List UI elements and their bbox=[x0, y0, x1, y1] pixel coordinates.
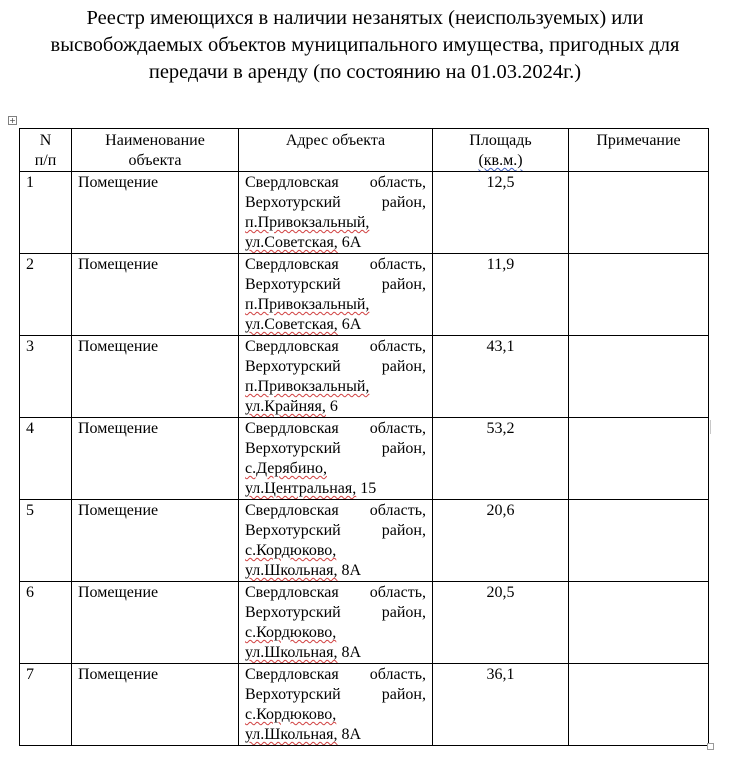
header-num: N п/п bbox=[20, 129, 72, 172]
cell-num: 4 bbox=[20, 418, 72, 500]
cell-address: Свердловская область, Верхотурский район, с.Кордюково, ул.Школьная, 8А bbox=[239, 664, 433, 746]
cell-address: Свердловская область, Верхотурский район, с.Дерябино, ул.Центральная, 15 bbox=[239, 418, 433, 500]
cell-name: Помещение bbox=[72, 336, 239, 418]
cell-address: Свердловская область, Верхотурский район, п.Привокзальный, ул.Советская, 6А bbox=[239, 172, 433, 254]
cell-note bbox=[569, 500, 709, 582]
table-row bbox=[20, 582, 709, 664]
cell-note bbox=[569, 172, 709, 254]
cell-num: 5 bbox=[20, 500, 72, 582]
cell-note bbox=[569, 664, 709, 746]
table-row bbox=[20, 664, 709, 746]
table-row bbox=[20, 418, 709, 500]
cell-num: 6 bbox=[20, 582, 72, 664]
cell-note bbox=[569, 582, 709, 664]
title-line-3: передачи в аренду (по состоянию на 01.03.2024г.) bbox=[148, 61, 582, 83]
table-row bbox=[20, 254, 709, 336]
cell-note bbox=[569, 418, 709, 500]
cell-name: Помещение bbox=[72, 664, 239, 746]
margin-marker bbox=[710, 420, 711, 434]
cell-num: 2 bbox=[20, 254, 72, 336]
table-row bbox=[20, 336, 709, 418]
cell-area: 53,2 bbox=[433, 418, 569, 500]
title-line-2: высвобождаемых объектов муниципального имущества, пригодных для bbox=[50, 34, 680, 56]
cell-note bbox=[569, 254, 709, 336]
cell-area: 11,9 bbox=[433, 254, 569, 336]
cell-address: Свердловская область, Верхотурский район, п.Привокзальный, ул.Советская, 6А bbox=[239, 254, 433, 336]
document-title bbox=[0, 5, 730, 86]
cell-num: 3 bbox=[20, 336, 72, 418]
table-move-icon[interactable]: + bbox=[9, 116, 16, 125]
cell-num: 7 bbox=[20, 664, 72, 746]
property-registry-table bbox=[19, 128, 709, 746]
cell-area: 43,1 bbox=[433, 336, 569, 418]
cell-note bbox=[569, 336, 709, 418]
cell-area: 20,5 bbox=[433, 582, 569, 664]
cell-area: 36,1 bbox=[433, 664, 569, 746]
cell-name: Помещение bbox=[72, 254, 239, 336]
cell-address: Свердловская область, Верхотурский район, п.Привокзальный, ул.Крайняя, 6 bbox=[239, 336, 433, 418]
table-row bbox=[20, 500, 709, 582]
cell-name: Помещение bbox=[72, 500, 239, 582]
header-address: Адрес объекта bbox=[239, 129, 433, 172]
header-note: Примечание bbox=[569, 129, 709, 172]
cell-name: Помещение bbox=[72, 172, 239, 254]
table-header-row bbox=[20, 129, 709, 172]
cell-name: Помещение bbox=[72, 418, 239, 500]
table-row bbox=[20, 172, 709, 254]
cell-area: 12,5 bbox=[433, 172, 569, 254]
table-resize-icon[interactable] bbox=[707, 743, 714, 750]
cell-area: 20,6 bbox=[433, 500, 569, 582]
cell-address: Свердловская область, Верхотурский район, с.Кордюково, ул.Школьная, 8А bbox=[239, 500, 433, 582]
header-area: Площадь (кв.м.) bbox=[433, 129, 569, 172]
cell-name: Помещение bbox=[72, 582, 239, 664]
title-line-1: Реестр имеющихся в наличии незанятых (неиспользуемых) или bbox=[86, 7, 644, 29]
cell-address: Свердловская область, Верхотурский район, с.Кордюково, ул.Школьная, 8А bbox=[239, 582, 433, 664]
header-name: Наименование объекта bbox=[72, 129, 239, 172]
cell-num: 1 bbox=[20, 172, 72, 254]
